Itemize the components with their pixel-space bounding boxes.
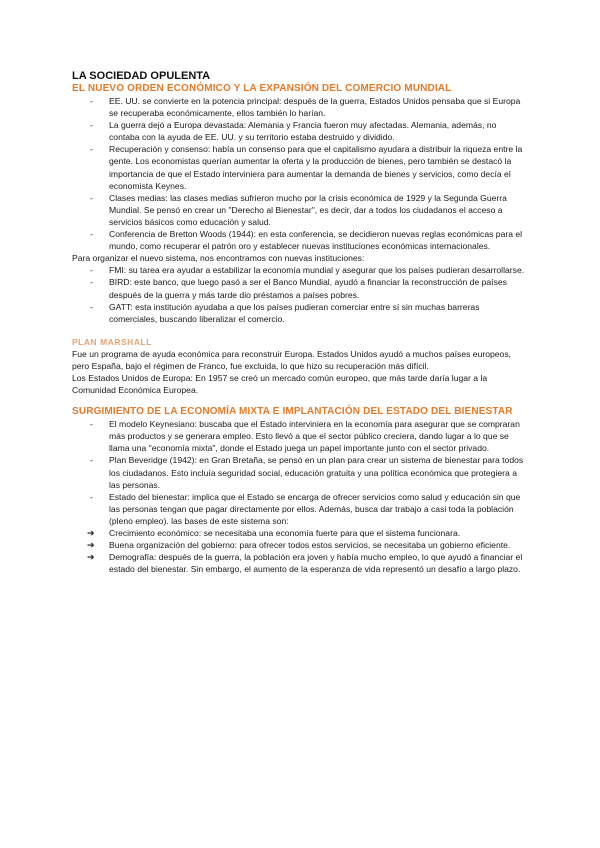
economia-mixta-list [72, 418, 526, 527]
list-item-text: La guerra dejó a Europa devastada: Alemania y Francia fueron muy afectadas. Alemania, además, no contaba con la ayuda de EE. UU. y su territorio estaba destruido y dividido. [109, 120, 497, 143]
bullet-dash: - [90, 265, 93, 276]
bullet-dash: - [90, 301, 93, 312]
arrow-icon: ➔ [87, 540, 95, 551]
bullet-dash: - [90, 144, 93, 155]
list-item [72, 276, 526, 300]
document-page [72, 70, 526, 575]
list-item-text: FMI: su tarea era ayudar a estabilizar la economía mundial y asegurar que los países pudieran desarrollarse. [109, 265, 525, 276]
bullet-dash: - [90, 277, 93, 288]
plan-marshall-paragraph: Fue un programa de ayuda económica para reconstruir Europa. Estados Unidos ayudó a muchos países europeos, pero España, bajo el régimen de Franco, fue excluida, lo que hizo su recuperación más difícil. [72, 348, 512, 371]
list-item-text: Crecimiento económico: se necesitaba una economía fuerte para que el sistema funcionara. [109, 528, 461, 538]
estados-unidos-europa-paragraph: Los Estados Unidos de Europa: En 1957 se creó un mercado común europeo, que más tarde daría lugar a la Comunidad Económica Europea. [72, 372, 488, 396]
bullet-dash: - [90, 229, 93, 240]
list-item-text: EE. UU. se convierte en la potencia principal: después de la guerra, Estados Unidos pensaba que si Europa se recuperaba económicamente, ellos también lo harían. [109, 96, 521, 119]
nuevo-orden-list [72, 95, 526, 252]
section-heading-nuevo-orden: EL NUEVO ORDEN ECONÓMICO Y LA EXPANSIÓN DEL COMERCIO MUNDIAL [72, 83, 452, 94]
bases-list [72, 527, 526, 575]
list-item [72, 527, 526, 539]
list-item [72, 491, 526, 527]
list-item [72, 418, 526, 454]
document-title: LA SOCIEDAD OPULENTA [72, 70, 211, 82]
list-item-text: Clases medias: las clases medias sufrieron mucho por la crisis económica de 1929 y la Segunda Guerra Mundial. Se pensó en crear un "Derecho al Bienestar", es decir, dar a todos los ciudadanos el acceso a servicios básicos como educación y salud. [109, 192, 507, 227]
list-item [72, 264, 526, 276]
list-item-text: Buena organización del gobierno: para ofrecer todos estos servicios, se necesitaba un gobierno eficiente. [109, 540, 511, 551]
arrow-icon: ➔ [87, 552, 95, 563]
arrow-icon: ➔ [87, 528, 95, 538]
list-item [72, 95, 526, 119]
list-item-text: Estado del bienestar: implica que el Estado se encarga de ofrecer servicios como salud y educación sin que las personas tengan que pagar directamente por ellos. Además, busca dar trabajo a casi toda la población (pleno empleo). las bases de este sistema son: [109, 491, 521, 526]
list-item [72, 192, 526, 228]
list-item [72, 301, 526, 325]
bullet-dash: - [90, 192, 93, 203]
list-item-text: Conferencia de Bretton Woods (1944): en esta conferencia, se decidieron nuevas reglas económicas para el mundo, como recuperar el patrón oro y establecer nuevas instituciones económicas internacionales. [109, 229, 523, 252]
list-item [72, 539, 526, 551]
list-item [72, 551, 526, 575]
bullet-dash: - [90, 491, 93, 502]
section-heading-plan-marshall: PLAN MARSHALL [72, 336, 152, 347]
list-item [72, 228, 526, 252]
list-item-text: Recuperación y consenso: había un consenso para que el capitalismo ayudara a distribuir la riqueza entre la gente. Los economistas querían aumentar la oferta y la producción de bienes, pero también se destacó la importancia de que el Estado interviniera para aumentar la demanda de bienes y servicios, como decía el economista Keynes. [109, 144, 523, 191]
list-item [72, 119, 526, 143]
bullet-dash: - [90, 419, 93, 430]
list-item-text: Plan Beveridge (1942): en Gran Bretaña, se pensó en un plan para crear un sistema de bienestar para todos los ciudadanos. Esto incluía seguridad social, educación gratuita y una política económica que protegiera a las personas. [109, 455, 524, 490]
institutions-intro: Para organizar el nuevo sistema, nos encontramos con nuevas instituciones: [72, 253, 365, 264]
institutions-list [72, 264, 526, 324]
list-item-text: El modelo Keynesiano: buscaba que el Estado interviniera en la economía para asegurar que se compraran más productos y se generara empleo. Esto llevó a que el sector público creciera, dando lugar a lo que se llama una "economía mixta", donde el Estado juega un papel importante junto con el sector privado. [109, 419, 520, 454]
list-item [72, 143, 526, 191]
bullet-dash: - [90, 455, 93, 466]
section-heading-economia-mixta: SURGIMIENTO DE LA ECONOMÍA MIXTA E IMPLANTACIÓN DEL ESTADO DEL BIENESTAR [72, 406, 513, 418]
list-item-text: GATT: esta institución ayudaba a que los países pudieran comerciar entre sí sin muchas barreras comerciales, buscando liberalizar el comercio. [109, 301, 480, 324]
list-item-text: Demografía: después de la guerra, la población era joven y había mucho empleo, lo que ayudó a financiar el estado del bienestar. Sin embargo, el aumento de la esperanza de vida representó un desafío a largo plazo. [109, 552, 523, 575]
list-item [72, 454, 526, 490]
bullet-dash: - [90, 96, 93, 106]
bullet-dash: - [90, 120, 93, 131]
list-item-text: BIRD: este banco, que luego pasó a ser el Banco Mundial, ayudó a financiar la reconstrucción de países después de la guerra y más tarde dio préstamos a países pobres. [109, 277, 507, 300]
